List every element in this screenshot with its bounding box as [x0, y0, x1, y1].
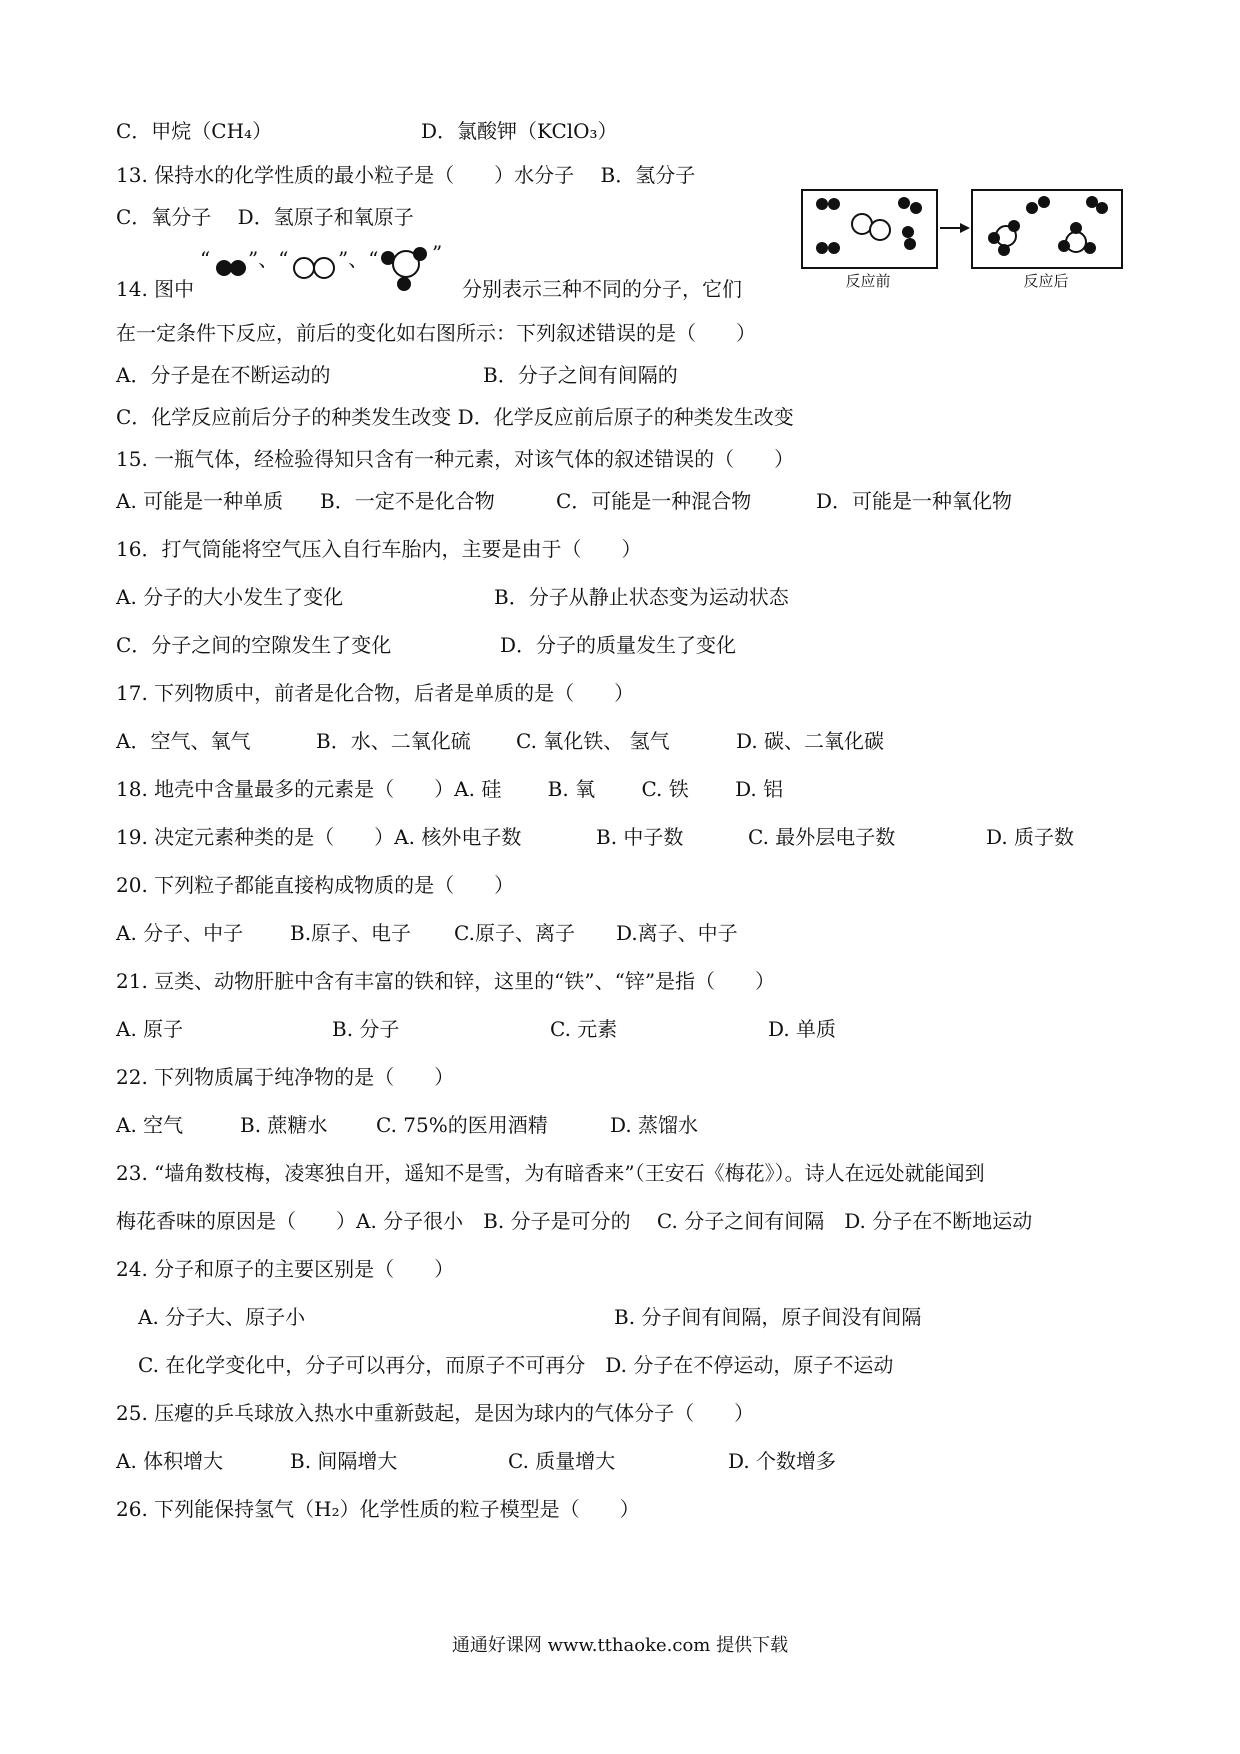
svg-text:”、“: ”、“: [248, 247, 289, 271]
option-d: D．可能是一种氧化物: [816, 489, 1013, 513]
svg-text:”、“: ”、“: [338, 247, 379, 271]
option-b: B. 分子: [332, 1017, 400, 1041]
before-reaction-box: [802, 190, 937, 268]
question-14-prefix: 14. 图中: [116, 277, 195, 301]
option-a: A．分子是在不断运动的: [116, 363, 331, 387]
before-reaction-label: 反应前: [845, 272, 891, 290]
question-13-options-text: C．氧分子 D．氢原子和氧原子: [116, 205, 414, 229]
question-20-text: 20. 下列粒子都能直接构成物质的是（ ）: [116, 873, 515, 897]
option-b: B．分子之间有间隔的: [483, 363, 678, 387]
option-a: A. 空气: [116, 1113, 184, 1137]
page-footer: 通通好课网 www.tthaoke.com 提供下载: [451, 1635, 789, 1656]
arrow-icon: [940, 223, 970, 233]
reaction-diagram: [800, 188, 1125, 290]
legend-molecule-bent-icon: [381, 241, 442, 291]
question-13-text: 13. 保持水的化学性质的最小粒子是（ ）水分子 B．氢分子: [116, 163, 696, 187]
option-c: C．可能是一种混合物: [556, 489, 752, 513]
option-c: C. 质量增大: [508, 1449, 616, 1473]
option-b: B．水、二氧化硫: [316, 729, 471, 753]
option-d: D. 碳、二氧化碳: [736, 729, 885, 753]
question-18-text: 18. 地壳中含量最多的元素是（ ）A. 硅 B. 氧 C. 铁 D. 铝: [116, 777, 784, 801]
option-b: B.原子、电子: [290, 921, 412, 945]
question-25-text: 25. 压瘪的乒乓球放入热水中重新鼓起，是因为球内的气体分子（ ）: [116, 1401, 755, 1425]
option-b: B. 中子数: [596, 825, 684, 849]
option-d: D. 单质: [768, 1017, 837, 1041]
option-d: D．氯酸钾（KClO₃）: [421, 119, 618, 143]
question-14-stem: 在一定条件下反应，前后的变化如右图所示：下列叙述错误的是（ ）: [116, 321, 756, 345]
question-24-text: 24. 分子和原子的主要区别是（ ）: [116, 1257, 455, 1281]
option-d: D. 蒸馏水: [610, 1113, 699, 1137]
question-19-text: 19. 决定元素种类的是（ ）A. 核外电子数: [116, 825, 522, 849]
option-b: B. 蔗糖水: [240, 1113, 328, 1137]
question-16-text: 16．打气筒能将空气压入自行车胎内，主要是由于（ ）: [116, 537, 642, 561]
option-c: C. 最外层电子数: [748, 825, 896, 849]
option-d: D. 质子数: [986, 825, 1075, 849]
question-21-text: 21. 豆类、动物肝脏中含有丰富的铁和锌，这里的“铁”、“锌”是指（ ）: [116, 969, 776, 993]
legend-molecule-white-pair-icon: [294, 247, 378, 278]
option-c: C. 元素: [550, 1017, 618, 1041]
option-b: B. 间隔增大: [290, 1449, 398, 1473]
option-a: A. 可能是一种单质: [116, 489, 284, 513]
option-d: D．分子的质量发生了变化: [500, 633, 737, 657]
option-b: B．分子从静止状态变为运动状态: [494, 585, 789, 609]
option-a: A. 分子、中子: [116, 921, 244, 945]
option-a: A. 原子: [116, 1017, 184, 1041]
option-c: C．甲烷（CH₄）: [116, 119, 273, 143]
option-a: A. 分子的大小发生了变化: [116, 585, 344, 609]
question-26-text: 26. 下列能保持氢气（H₂）化学性质的粒子模型是（ ）: [116, 1497, 640, 1521]
option-d: D. 个数增多: [728, 1449, 837, 1473]
question-23-text: 23. “墙角数枝梅，凌寒独自开，遥知不是雪，为有暗香来”（王安石《梅花》）。诗人在远处就能闻到: [116, 1161, 985, 1185]
after-reaction-box: [972, 190, 1122, 268]
option-a: A. 体积增大: [116, 1449, 224, 1473]
question-14-suffix: 分别表示三种不同的分子，它们: [462, 277, 742, 301]
question-17-text: 17. 下列物质中，前者是化合物，后者是单质的是（ ）: [116, 681, 635, 705]
question-15-text: 15. 一瓶气体，经检验得知只含有一种元素，对该气体的叙述错误的（ ）: [116, 447, 795, 471]
legend-molecule-black-pair-icon: [200, 247, 288, 276]
option-a: A. 分子大、原子小: [138, 1305, 306, 1329]
svg-text:”: ”: [432, 241, 443, 265]
option-c: C．分子之间的空隙发生了变化: [116, 633, 392, 657]
after-reaction-label: 反应后: [1023, 272, 1069, 290]
option-d: D.离子、中子: [616, 921, 738, 945]
option-cd: C．化学反应前后分子的种类发生改变 D．化学反应前后原子的种类发生改变: [116, 405, 794, 429]
option-cd: C. 在化学变化中，分子可以再分，而原子不可再分 D. 分子在不停运动，原子不运动: [138, 1353, 894, 1377]
option-a: A．空气、氧气: [116, 729, 251, 753]
question-23-options-text: 梅花香味的原因是（ ）A. 分子很小 B. 分子是可分的 C. 分子之间有间隔 D. 分子在不断地运动: [116, 1209, 1033, 1233]
option-b: B. 分子间有间隔，原子间没有间隔: [614, 1305, 922, 1329]
option-c: C. 氧化铁、 氢气: [516, 729, 670, 753]
option-c: C. 75%的医用酒精: [376, 1113, 548, 1137]
question-22-text: 22. 下列物质属于纯净物的是（ ）: [116, 1065, 455, 1089]
option-b: B．一定不是化合物: [320, 489, 495, 513]
option-c: C.原子、离子: [454, 921, 575, 945]
svg-text:“: “: [200, 247, 211, 271]
